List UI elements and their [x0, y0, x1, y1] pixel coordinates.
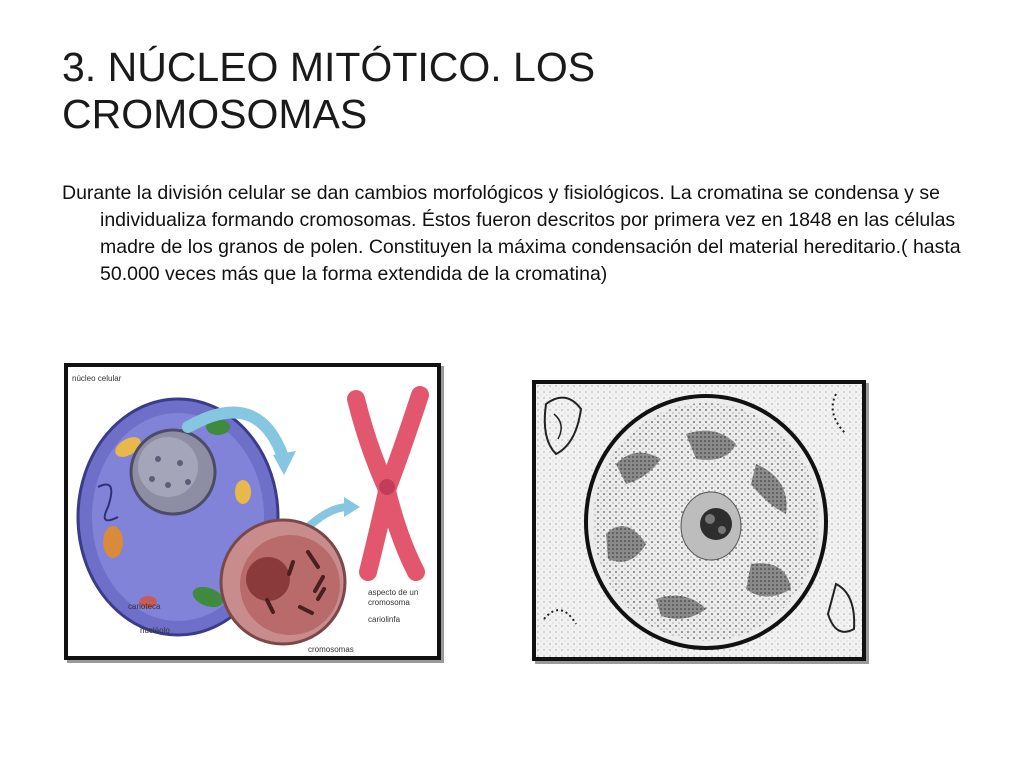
nucleolus [700, 508, 732, 540]
label-carioteca: carioteca [128, 602, 161, 611]
label-cariolinfa: cariolinfa [368, 615, 401, 624]
label-aspecto-2: cromosoma [368, 598, 410, 607]
cell-illustration [68, 367, 437, 656]
title-line-2: CROMOSOMAS [62, 91, 368, 137]
organelle [235, 480, 251, 504]
nucleus-micrograph-figure [532, 380, 866, 661]
title-line-1: 3. NÚCLEO MITÓTICO. LOS [62, 44, 596, 90]
cell-illustration-figure [64, 363, 441, 660]
label-cromosomas: cromosomas [308, 645, 354, 654]
label-aspecto-1: aspecto de un [368, 588, 419, 597]
label-nucleolo: nucléolo [140, 626, 170, 635]
slide-body-text: Durante la división celular se dan cambios morfológicos y fisiológicos. La cromatina se condensa y se individualiza formando cromosomas. Éstos fueron descritos por primera vez en 1848 en las células madre de los granos de polen. Constituyen la máxima condensación del material hereditario.( hasta 50.000 veces más que la forma extendida de la cromatina) [62, 182, 961, 285]
nucleolus [246, 557, 290, 601]
label-nucleo-celular: núcleo celular [72, 374, 122, 383]
nucleus-micrograph [536, 384, 862, 657]
organelle [103, 526, 123, 558]
slide-title [62, 44, 962, 138]
